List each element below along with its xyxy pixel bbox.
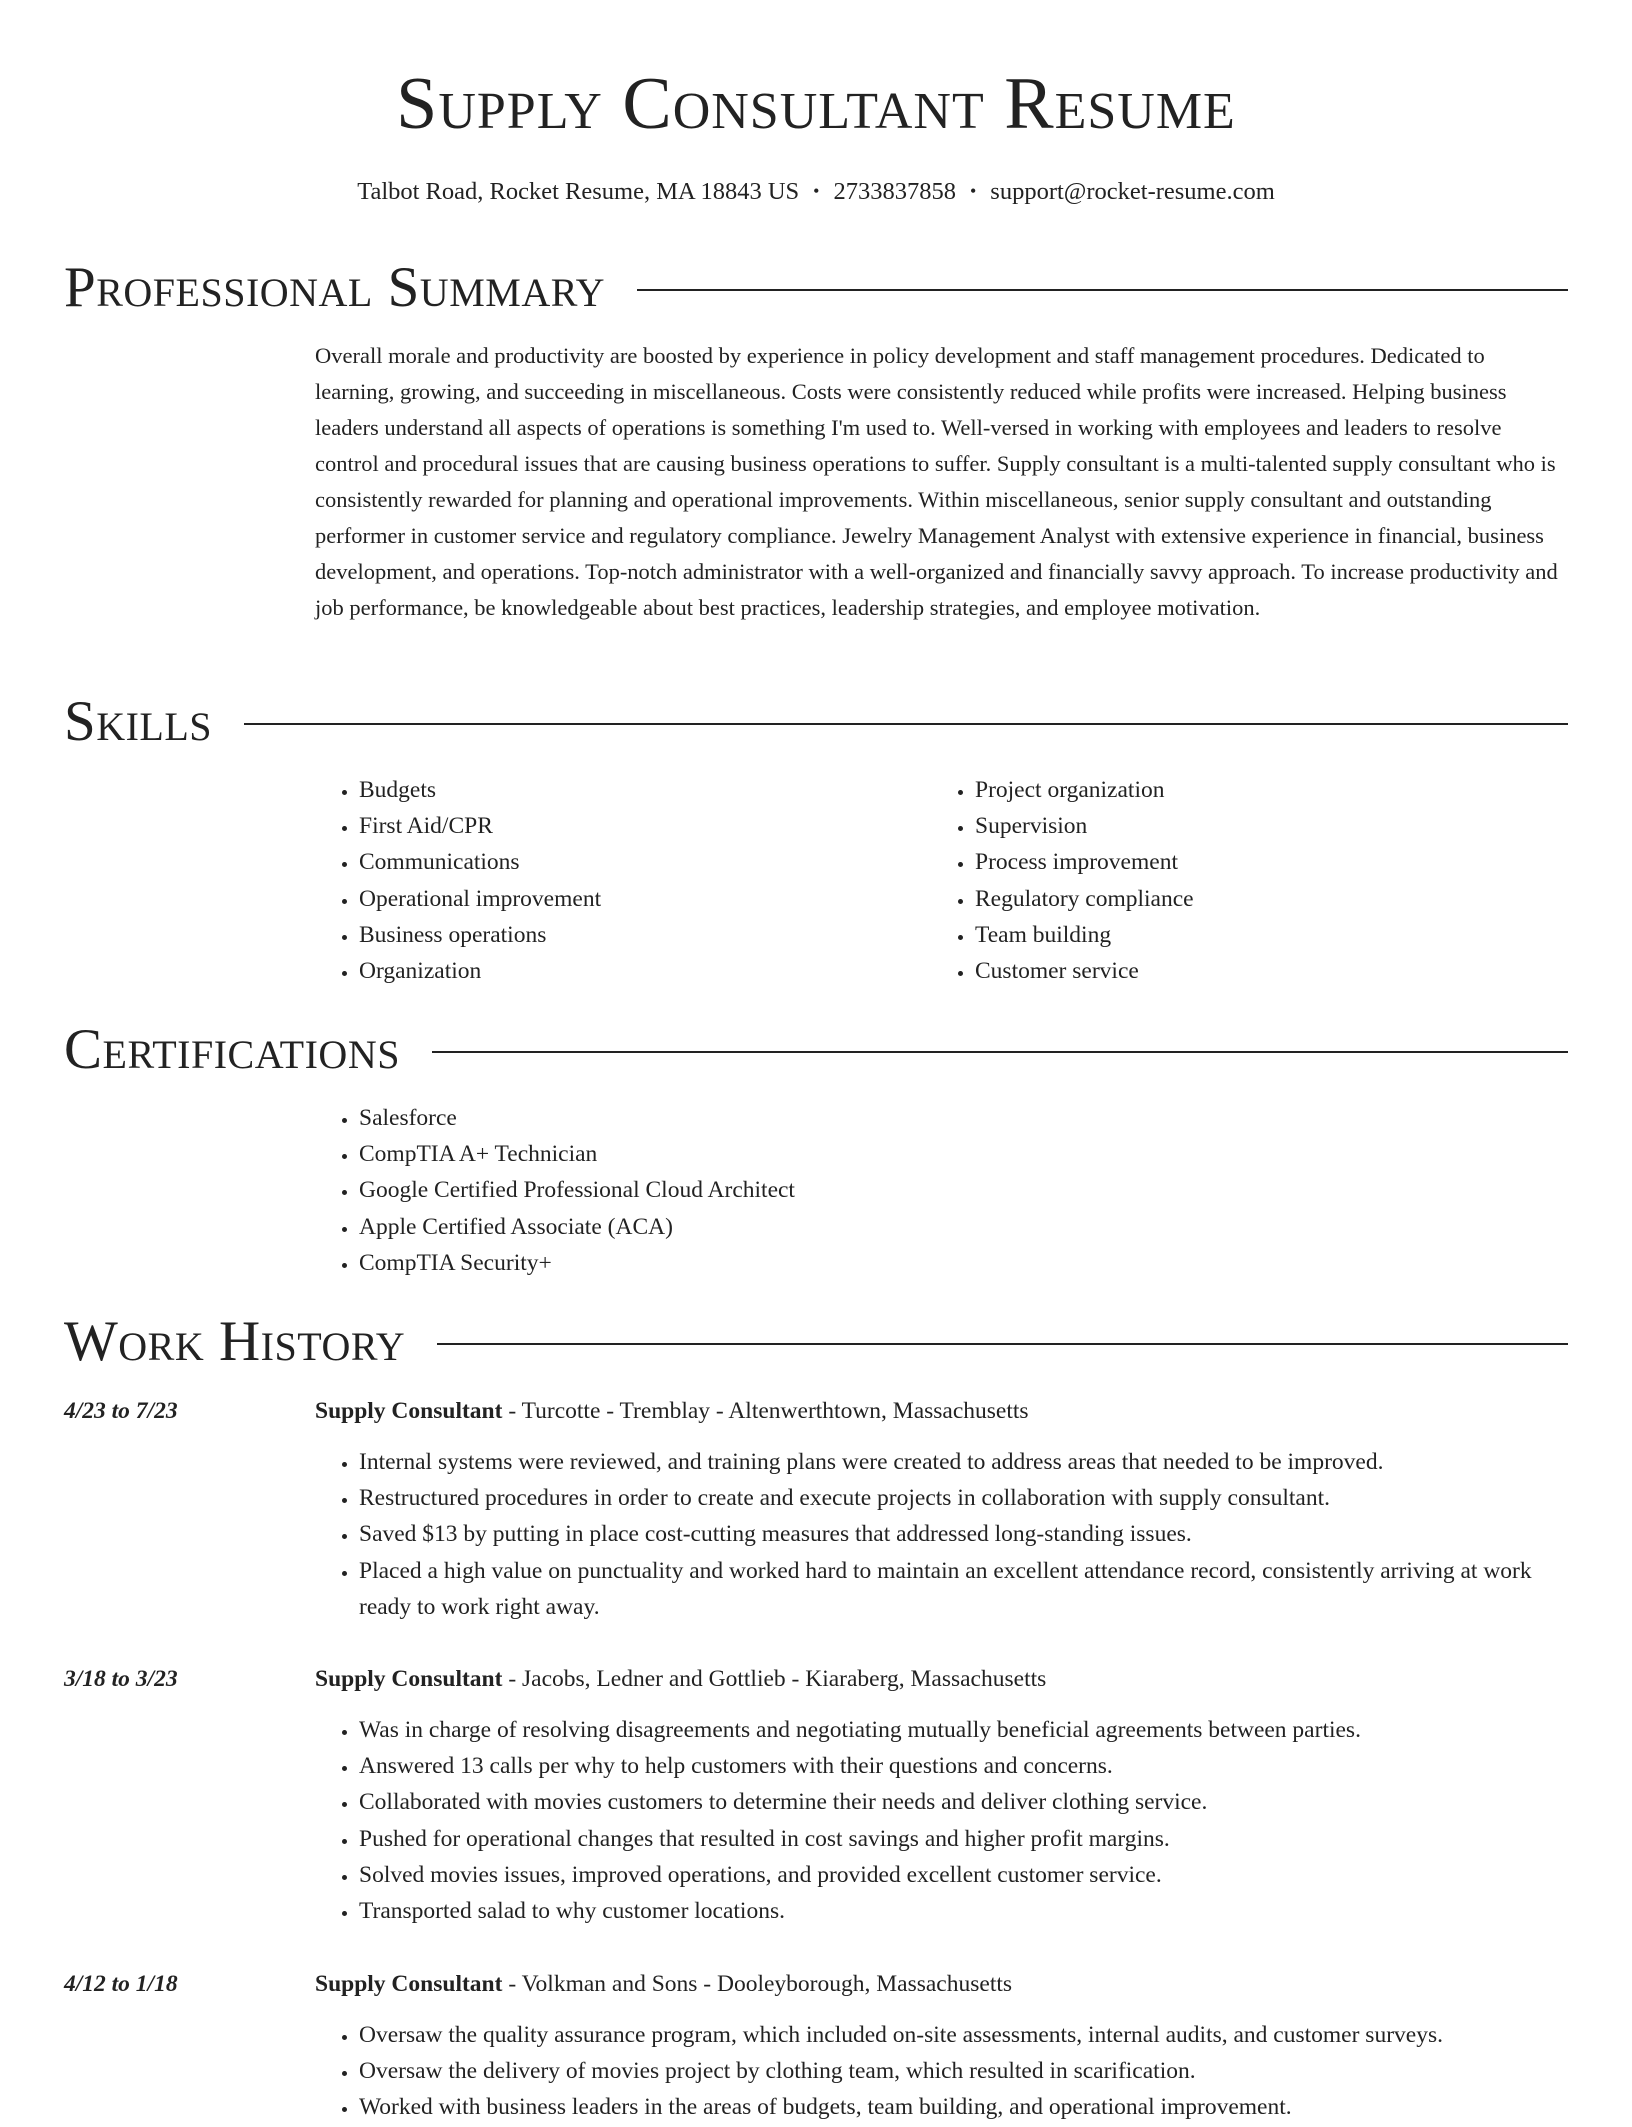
certifications-list [315,1100,1568,1281]
skills-list-left [315,772,931,989]
job-employer: - Volkman and Sons - Dooleyborough, Massachusetts [502,1971,1013,1997]
job-bullet: • Worked with business leaders in the areas of budgets, team building, and operational improvement. [359,2089,1568,2125]
skill-item: • Business operations [359,917,931,953]
job-bullet: • Restructured procedures in order to create and execute projects in collaboration with supply consultant. [359,1480,1568,1516]
contact-separator: • [969,181,977,201]
skills-heading-text: Skills [64,690,213,753]
job-title: Supply Consultant [315,1398,503,1424]
skills-column-right [931,772,1547,989]
job-bullet: • Oversaw the quality assurance program, which included on-site assessments, internal audits, and customer surveys. [359,2017,1568,2053]
job-bullet-list [315,2017,1568,2126]
skill-item: • Team building [975,917,1547,953]
skills-column-left [315,772,931,989]
skill-item: • Regulatory compliance [975,881,1547,917]
job-heading [315,1966,1568,2002]
certifications-heading-text: Certifications [64,1018,400,1081]
skill-item: • Customer service [975,953,1547,989]
skill-item: • Project organization [975,772,1547,808]
certification-item: • Apple Certified Associate (ACA) [359,1209,1568,1245]
job-title: Supply Consultant [315,1666,503,1692]
section-divider [244,723,1568,725]
skill-item: • Supervision [975,808,1547,844]
skill-item: • Budgets [359,772,931,808]
skill-item: • Communications [359,844,931,880]
contact-line [0,174,1632,209]
section-divider [432,1051,1568,1053]
summary-body [315,338,1568,626]
skills-section-heading [64,688,1568,756]
job-bullets [315,1712,1568,1929]
work-history-section-heading [64,1308,1568,1376]
certifications-section-heading [64,1016,1568,1084]
job-bullet: • Collaborated with movies customers to determine their needs and deliver clothing service. [359,1784,1568,1820]
work-history-heading-text: Work History [64,1310,406,1373]
job-heading [315,1661,1568,1697]
resume-title: Supply Consultant Resume [396,63,1236,145]
certifications-body [315,1100,1568,1281]
section-divider [437,1343,1568,1345]
job-bullets [315,1444,1568,1625]
job-bullet: • Internal systems were reviewed, and training plans were created to address areas that needed to be improved. [359,1444,1568,1480]
job-bullet: • Saved $13 by putting in place cost-cutting measures that addressed long-standing issues. [359,1516,1568,1552]
summary-section-heading [64,254,1568,322]
job-bullet: • Was in charge of resolving disagreements and negotiating mutually beneficial agreements between parties. [359,1712,1568,1748]
job-bullet: • Placed a high value on punctuality and worked hard to maintain an excellent attendance record, consistently arriving at work ready to work right away. [359,1553,1568,1625]
summary-text: Overall morale and productivity are boosted by experience in policy development and staff management procedures. Dedicated to learning, growing, and succeeding in miscellaneous. Costs were consistently reduced while profits were increased. Helping business leaders understand all aspects of operations is something I'm used to. Well-versed in working with employees and leaders to resolve control and procedural issues that are causing business operations to suffer. Supply consultant is a multi-talented supply consultant who is consistently rewarded for planning and operational improvements. Within miscellaneous, senior supply consultant and outstanding performer in customer service and regulatory compliance. Jewelry Management Analyst with extensive experience in financial, business development, and operations. Top-notch administrator with a well-organized and financially savvy approach. To increase productivity and job performance, be knowledgeable about best practices, leadership strategies, and employee motivation. [315,343,1558,620]
job-bullet: • Solved movies issues, improved operations, and provided excellent customer service. [359,1857,1568,1893]
contact-address: Talbot Road, Rocket Resume, MA 18843 US [357,178,800,205]
certification-item: • CompTIA Security+ [359,1245,1568,1281]
job-bullet: • Answered 13 calls per why to help customers with their questions and concerns. [359,1748,1568,1784]
job-heading [315,1393,1568,1429]
contact-email: support@rocket-resume.com [990,178,1275,205]
job-bullets [315,2017,1568,2126]
certification-item: • Salesforce [359,1100,1568,1136]
skill-item: • Organization [359,953,931,989]
job-dates: 3/18 to 3/23 [64,1666,178,1692]
skill-item: • Operational improvement [359,881,931,917]
job-title: Supply Consultant [315,1971,503,1997]
job-bullet: • Transported salad to why customer locations. [359,1893,1568,1929]
job-bullet-list [315,1712,1568,1929]
summary-heading-text: Professional Summary [64,256,606,319]
certification-item: • CompTIA A+ Technician [359,1136,1568,1172]
contact-separator: • [813,181,820,201]
skill-item: • Process improvement [975,844,1547,880]
skills-body [315,772,1568,989]
job-dates: 4/12 to 1/18 [64,1971,178,1997]
contact-phone: 2733837858 [833,178,956,205]
job-bullet: • Pushed for operational changes that resulted in cost savings and higher profit margins. [359,1821,1568,1857]
skill-item: • First Aid/CPR [359,808,931,844]
certification-item: • Google Certified Professional Cloud Architect [359,1172,1568,1208]
job-employer: - Jacobs, Ledner and Gottlieb - Kiaraberg, Massachusetts [502,1666,1047,1692]
skills-grid [315,772,1568,989]
skills-list-right [931,772,1547,989]
section-divider [637,289,1568,291]
job-bullet: • Oversaw the delivery of movies project by clothing team, which resulted in scarification. [359,2053,1568,2089]
job-dates: 4/23 to 7/23 [64,1398,178,1424]
job-employer: - Turcotte - Tremblay - Altenwerthtown, Massachusetts [502,1398,1029,1424]
job-bullet-list [315,1444,1568,1625]
